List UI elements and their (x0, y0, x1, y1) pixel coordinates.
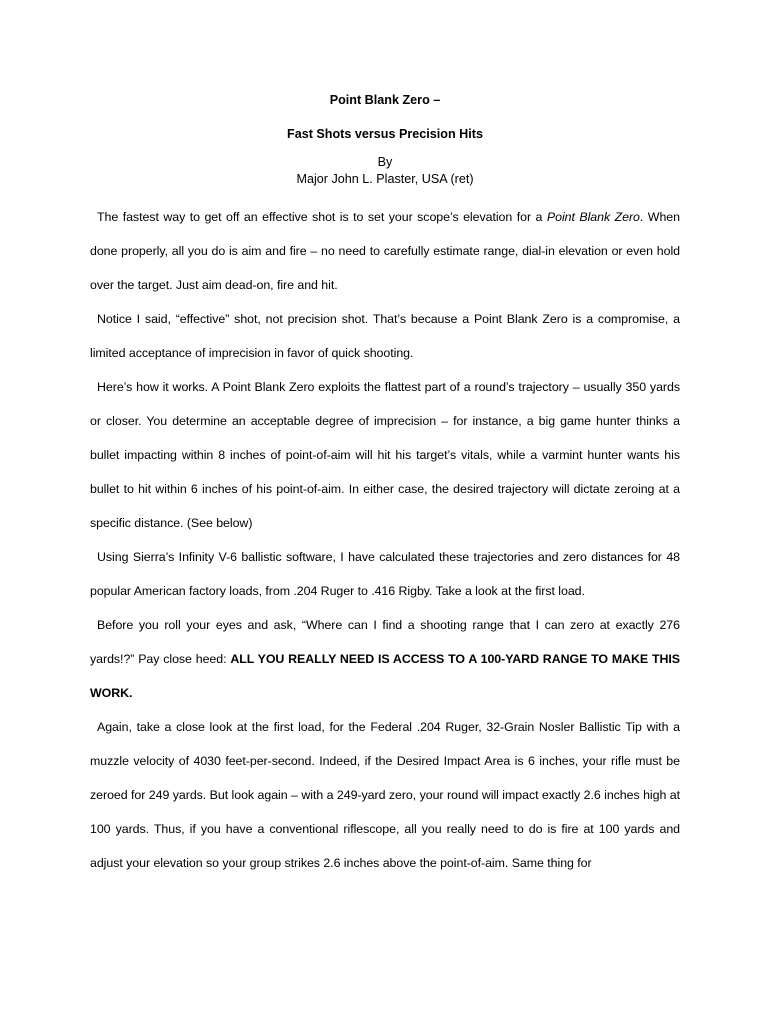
paragraph-5-text: Before you roll your eyes and ask, “Where can I find a shooting range that I can zero at exactly 276 yards!?” Pay close heed: (90, 618, 680, 666)
paragraph-3: Here’s how it works. A Point Blank Zero exploits the flattest part of a round’s trajectory – usually 350 yards or closer. You determine an acceptable degree of imprecision – for instance, a big game hunter thinks a bullet impacting within 8 inches of point-of-aim will hit his target’s vitals, while a varmint hunter wants his bullet to hit within 6 inches of his point-of-aim. In either case, the desired trajectory will dictate zeroing at a specific distance. (See below) (90, 380, 680, 530)
paragraph-1-emphasis: Point Blank Zero (546, 210, 640, 224)
paragraph-1-text-a: The fastest way to get off an effective shot is to set your scope’s elevation for a (97, 210, 547, 224)
document-body (90, 200, 680, 880)
byline-by: By (377, 155, 393, 169)
paragraph-5-bold: ALL YOU REALLY NEED IS ACCESS TO A 100-YARD RANGE TO MAKE THIS WORK. (90, 652, 680, 700)
byline (90, 154, 680, 188)
document-title: Point Blank Zero – (329, 93, 441, 107)
paragraph-2: Notice I said, “effective” shot, not precision shot. That’s because a Point Blank Zero is a compromise, a limited acceptance of imprecision in favor of quick shooting. (90, 312, 680, 360)
paragraph-1 (90, 200, 680, 302)
paragraph-6: Again, take a close look at the first load, for the Federal .204 Ruger, 32-Grain Nosler Ballistic Tip with a muzzle velocity of 4030 feet-per-second. Indeed, if the Desired Impact Area is 6 inches, your rifle must be zeroed for 249 yards. But look again – with a 249-yard zero, your round will impact exactly 2.6 inches high at 100 yards. Thus, if you have a conventional riflescope, all you really need to do is fire at 100 yards and adjust your elevation so your group strikes 2.6 inches above the point-of-aim. Same thing for (90, 720, 680, 870)
byline-author: Major John L. Plaster, USA (ret) (296, 172, 474, 186)
paragraph-5 (90, 608, 680, 710)
document-content (90, 84, 680, 880)
paragraph-1-text-b: . When done properly, all you do is aim and fire – no need to carefully estimate range, dial-in elevation or even hold over the target. Just aim dead-on, fire and hit. (90, 210, 680, 292)
document-subtitle: Fast Shots versus Precision Hits (287, 127, 483, 141)
paragraph-4: Using Sierra’s Infinity V-6 ballistic software, I have calculated these trajectories and zero distances for 48 popular American factory loads, from .204 Ruger to .416 Rigby. Take a look at the first load. (90, 550, 680, 598)
